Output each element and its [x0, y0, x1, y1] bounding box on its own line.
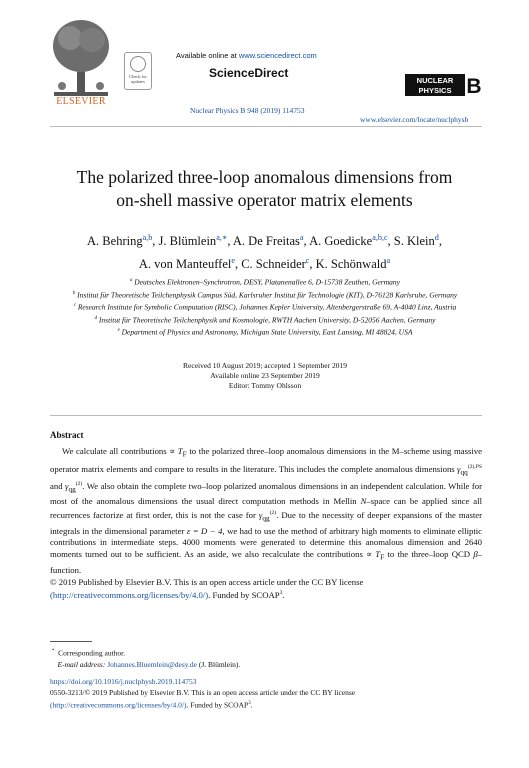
check-badge-label: Check for updates	[129, 74, 147, 84]
author[interactable]: A. De Freitas$^a$	[232, 233, 304, 249]
check-for-updates-badge[interactable]	[124, 52, 152, 90]
abstract-heading: Abstract	[50, 430, 84, 440]
email-link[interactable]: Johannes.Bluemlein@desy.de	[107, 659, 197, 669]
issn-line: 0550-3213/© 2019 Published by Elsevier B.V. This is an open access article under the CC BY license	[50, 688, 356, 697]
abstract-text: We calculate all contributions ∝ $T_F$ to the polarized three–loop anomalous dimensions in the M–scheme using massive operator matrix elements and compare to results in the literature. This includes the complete anomalous dimensions $\gamma_{qq}^{(2),PS}$ and $\gamma_{qg}^{(2)}$. We also obtain the complete two–loop polarized anomalous dimensions in an independent calculation. While for most of the anomalous dimensions the usual direct computation methods in Mellin N–space can be applied since all recurrences factorize at first order, this is not the case for $\gamma_{qg}^{(2)}$. Due to the necessity of deeper expansions of the master integrals in the dimensional parameter ε = D − 4, we had to use the method of arbitrary high moments to eliminate elliptic contributions in intermediate steps. 4000 moments were generated to determine this anomalous dimension and 2640 moments turned out to be sufficient. As an aside, we also recalculate the contributions ∝ $T_F$ to the three–loop QCD β–function.	[50, 446, 483, 575]
doi-link[interactable]: https://doi.org/10.1016/j.nuclphysb.2019.114753	[50, 677, 197, 686]
author[interactable]: A. Behring$^{a,b}$	[87, 233, 153, 249]
publisher-name: ELSEVIER	[56, 96, 106, 107]
affiliation: $^b$ Institut für Theoretische Teilchenphysik Campus Süd, Karlsruher Institut für Technologie (KIT), D-76128 Karlsruhe, Germany	[72, 290, 458, 299]
platform-name: ScienceDirect	[209, 66, 289, 80]
available-prefix: Available online at	[176, 51, 239, 60]
author-list: A. Behring$^{a,b}$, J. Blümlein$^{a,∗}$, A. De Freitas$^a$, A. Goedicke$^{a,b,c}$, S. Klein$^d$, A. von Manteuffel$^e$, C. Schneider$^c$, K. Schönwald$^a$	[87, 233, 442, 272]
journal-url-link[interactable]: www.elsevier.com/locate/nuclphysb	[360, 115, 469, 124]
sciencedirect-link[interactable]: www.sciencedirect.com	[238, 51, 317, 60]
abstract-top-rule	[50, 415, 482, 416]
affiliation: $^e$ Department of Physics and Astronomy, Michigan State University, East Lansing, MI 48824, USA	[117, 327, 413, 337]
affiliation: $^c$ Research Institute for Symbolic Computation (RISC), Johannes Kepler University, Altenbergerstraße 69, A-4040 Linz, Austria	[73, 302, 457, 312]
footer-license: (http://creativecommons.org/licenses/by/4.0/). Funded by SCOAP$^3$.	[50, 700, 253, 710]
author[interactable]: S. Klein$^d$	[393, 233, 439, 249]
elsevier-tree-logo	[50, 8, 112, 108]
footer-block	[50, 676, 482, 711]
author[interactable]: A. Goedicke$^{a,b,c}$	[309, 233, 388, 249]
author[interactable]: J. Blümlein$^{a,∗}$	[158, 233, 228, 249]
footnote-rule	[50, 641, 92, 642]
header-rule	[50, 126, 482, 127]
check-updates-icon	[130, 56, 146, 72]
footnote	[50, 646, 240, 670]
license-link[interactable]: (http://creativecommons.org/licenses/by/4.0/)	[50, 590, 209, 601]
title-line2: on-shell massive operator matrix elements	[116, 190, 413, 210]
title-line1: The polarized three-loop anomalous dimensions from	[76, 167, 453, 187]
article-title	[30, 166, 499, 212]
editor: Editor: Tommy Ohlsson	[228, 381, 302, 390]
received-date: Received 10 August 2019; accepted 1 September 2019	[183, 361, 347, 370]
affiliations	[50, 275, 480, 338]
logo-letter: B	[466, 75, 482, 96]
available-online	[176, 51, 317, 60]
author[interactable]: A. von Manteuffel$^e$	[138, 256, 235, 272]
author[interactable]: C. Schneider$^c$	[241, 256, 310, 272]
available-date: Available online 23 September 2019	[210, 371, 320, 380]
journal-reference[interactable]: Nuclear Physics B 948 (2019) 114753	[190, 106, 305, 115]
author[interactable]: K. Schönwald$^a$	[315, 256, 391, 272]
affiliation: $^d$ Institut für Theoretische Teilchenphysik und Kosmologie, RWTH Aachen University, D-52056 Aachen, Germany	[94, 315, 436, 324]
nuclear-physics-b-logo	[405, 74, 483, 96]
email-line: E-mail address: Johannes.Bluemlein@desy.de (J. Blümlein).	[57, 659, 241, 669]
abstract-body	[50, 446, 482, 602]
corresponding-author: * Corresponding author.	[51, 648, 126, 658]
affiliation: $^a$ Deutsches Elektronen–Synchrotron, DESY, Platanenallee 6, D-15738 Zeuthen, Germany	[129, 277, 401, 287]
footer-license-link[interactable]: (http://creativecommons.org/licenses/by/4.0/)	[50, 700, 187, 710]
logo-line2: PHYSICS	[418, 86, 452, 95]
logo-line1: NUCLEAR	[416, 76, 454, 85]
abstract-copyright: © 2019 Published by Elsevier B.V. This is an open access article under the CC BY license (http://creativecommons.org/licenses/by/4.0/). Funded by SCOAP$^3$.	[50, 576, 364, 601]
article-history	[50, 361, 480, 391]
